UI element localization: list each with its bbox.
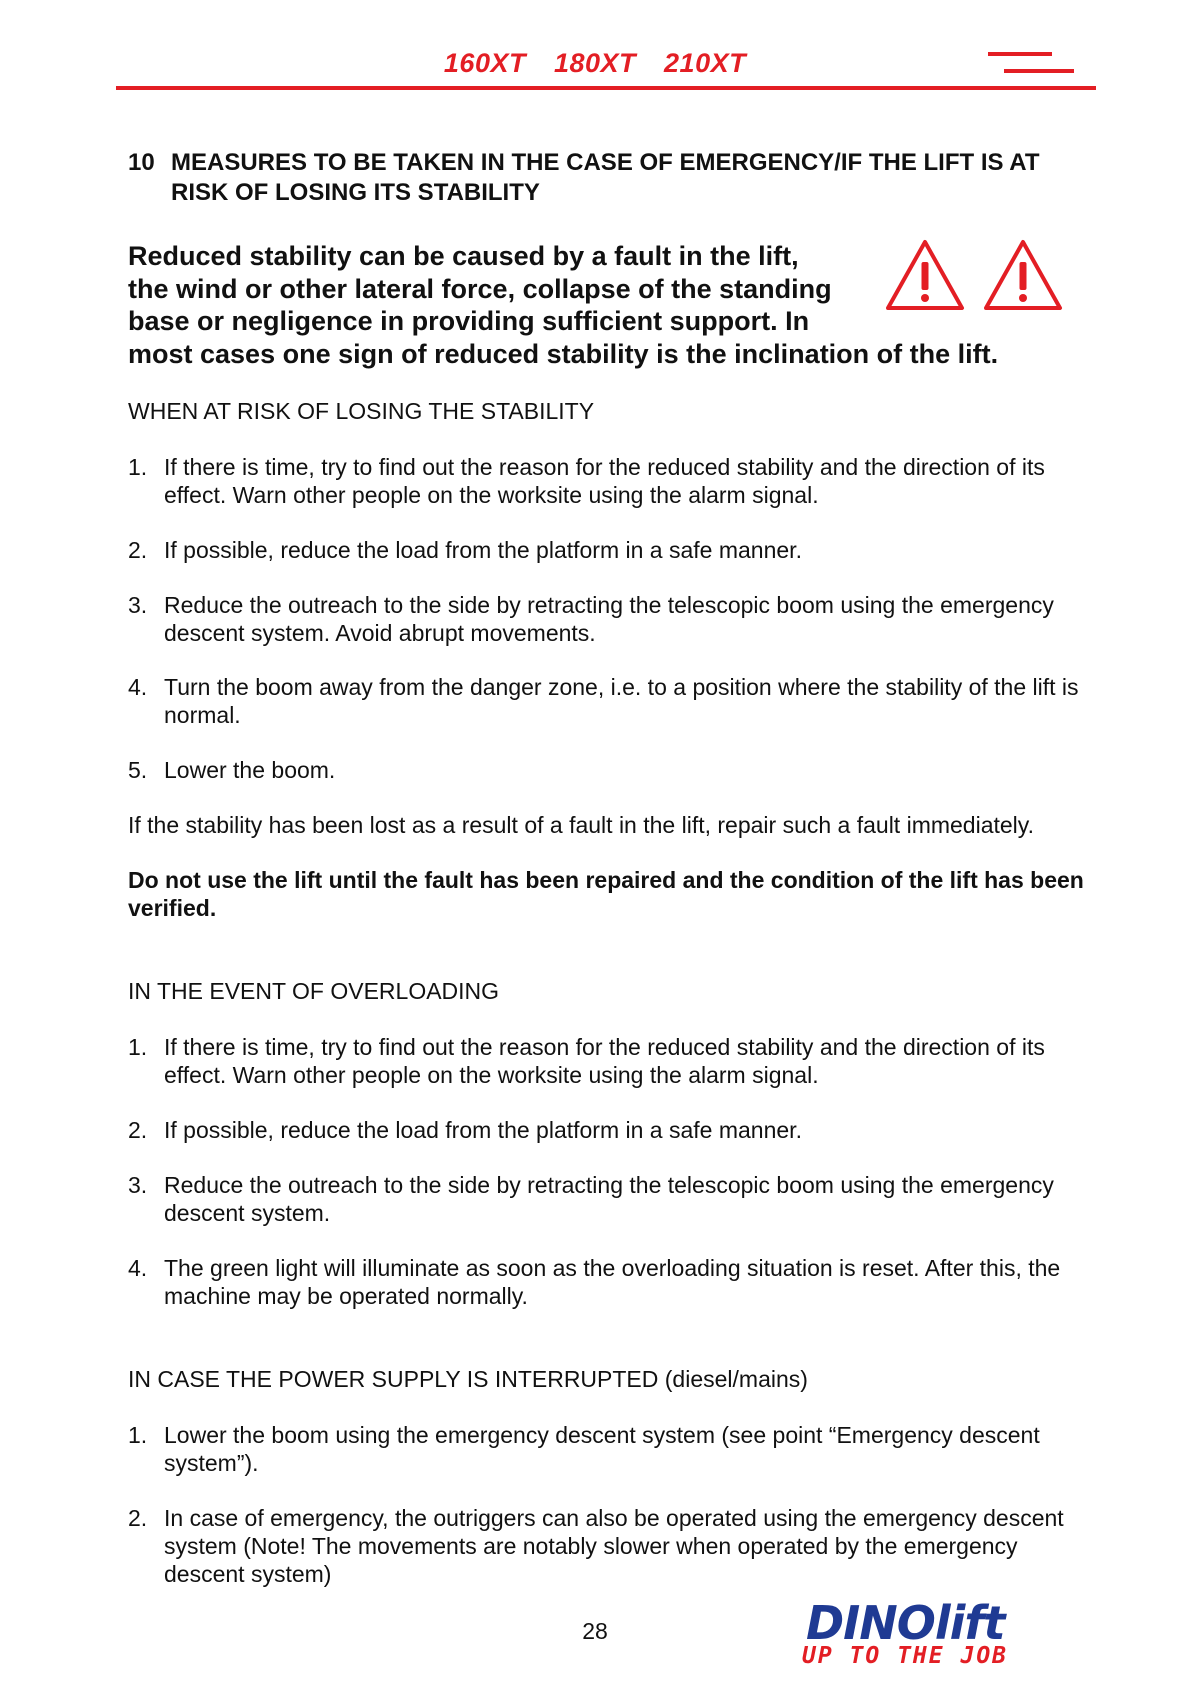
power-heading: IN CASE THE POWER SUPPLY IS INTERRUPTED (diesel/mains)	[128, 1366, 808, 1392]
list-item-number: 2.	[128, 1117, 148, 1143]
list-item	[128, 1254, 1088, 1310]
overloading-heading: IN THE EVENT OF OVERLOADING	[128, 978, 500, 1004]
section-number: 10	[128, 149, 155, 176]
list-item-text: Turn the boom away from the danger zone, i.e. to a position where the stability of the lift is normal.	[164, 674, 1079, 728]
logo-name: DINOlift	[806, 1596, 1005, 1650]
list-item-number: 1.	[128, 454, 148, 480]
warning-line: Reduced stability can be caused by a fault in the lift,	[128, 241, 799, 271]
list-item-text: If possible, reduce the load from the platform in a safe manner.	[164, 1117, 802, 1143]
list-item	[128, 673, 1088, 729]
warning-icons	[880, 236, 1070, 316]
list-item	[128, 591, 1088, 647]
dinolift-logo	[800, 1596, 1010, 1669]
list-item-text: Reduce the outreach to the side by retracting the telescopic boom using the emergency descent system.	[164, 1172, 1054, 1226]
list-item-text: Lower the boom using the emergency descent system (see point “Emergency descent system”).	[164, 1422, 1040, 1476]
section-title	[128, 148, 1088, 208]
stability-heading: WHEN AT RISK OF LOSING THE STABILITY	[128, 398, 595, 424]
list-item-number: 1.	[128, 1034, 148, 1060]
list-item	[128, 536, 1088, 564]
list-item-number: 5.	[128, 757, 148, 783]
list-item-number: 2.	[128, 1505, 148, 1531]
list-item-text: In case of emergency, the outriggers can also be operated using the emergency descent system (Note! The movements are notably slower when operated by the emergency descent system)	[164, 1505, 1064, 1587]
list-item-text: The green light will illuminate as soon as the overloading situation is reset. After this, the machine may be operated normally.	[164, 1255, 1061, 1309]
stability-bold-note: Do not use the lift until the fault has been repaired and the condition of the lift has been verified.	[128, 867, 1084, 921]
stability-note: If the stability has been lost as a result of a fault in the lift, repair such a fault immediately.	[128, 812, 1034, 838]
warning-triangle-icon	[986, 242, 1060, 308]
list-item-number: 4.	[128, 674, 148, 700]
list-item-text: If there is time, try to find out the reason for the reduced stability and the direction of its effect. Warn other people on the worksite using the alarm signal.	[164, 454, 1045, 508]
list-item	[128, 1033, 1088, 1089]
page-number: 28	[582, 1618, 608, 1644]
list-item-text: Reduce the outreach to the side by retracting the telescopic boom using the emergency descent system. Avoid abrupt movements.	[164, 592, 1054, 646]
warning-line: the wind or other lateral force, collapse of the standing	[128, 273, 832, 304]
list-item	[128, 1171, 1088, 1227]
header-decoration-line	[988, 52, 1052, 56]
warning-line: base or negligence in providing sufficient support. In	[128, 306, 810, 336]
warning-triangle-icon	[888, 242, 962, 308]
list-item	[128, 1116, 1088, 1144]
list-item-number: 2.	[128, 537, 148, 563]
header-model: 210XT	[664, 48, 747, 78]
list-item	[128, 1504, 1088, 1588]
list-item-number: 1.	[128, 1422, 148, 1448]
header-rule	[116, 86, 1096, 90]
list-item-text: If possible, reduce the load from the platform in a safe manner.	[164, 537, 802, 563]
header-model: 160XT	[443, 48, 526, 78]
list-item-number: 3.	[128, 1172, 148, 1198]
list-item-text: If there is time, try to find out the reason for the reduced stability and the direction of its effect. Warn other people on the worksite using the alarm signal.	[164, 1034, 1045, 1088]
list-item-text: Lower the boom.	[164, 757, 336, 783]
list-item	[128, 453, 1088, 509]
list-item	[128, 1421, 1088, 1477]
logo-tagline: UP TO THE JOB	[802, 1643, 1009, 1669]
list-item-number: 4.	[128, 1255, 148, 1281]
warning-line: most cases one sign of reduced stability is the inclination of the lift.	[128, 338, 999, 369]
section-title-text: MEASURES TO BE TAKEN IN THE CASE OF EMERGENCY/IF THE LIFT IS AT RISK OF LOSING ITS STABILITY	[171, 149, 1040, 206]
list-item	[128, 756, 1088, 784]
header-decoration-line	[1004, 69, 1074, 73]
list-item-number: 3.	[128, 592, 148, 618]
header-model: 180XT	[553, 48, 637, 78]
